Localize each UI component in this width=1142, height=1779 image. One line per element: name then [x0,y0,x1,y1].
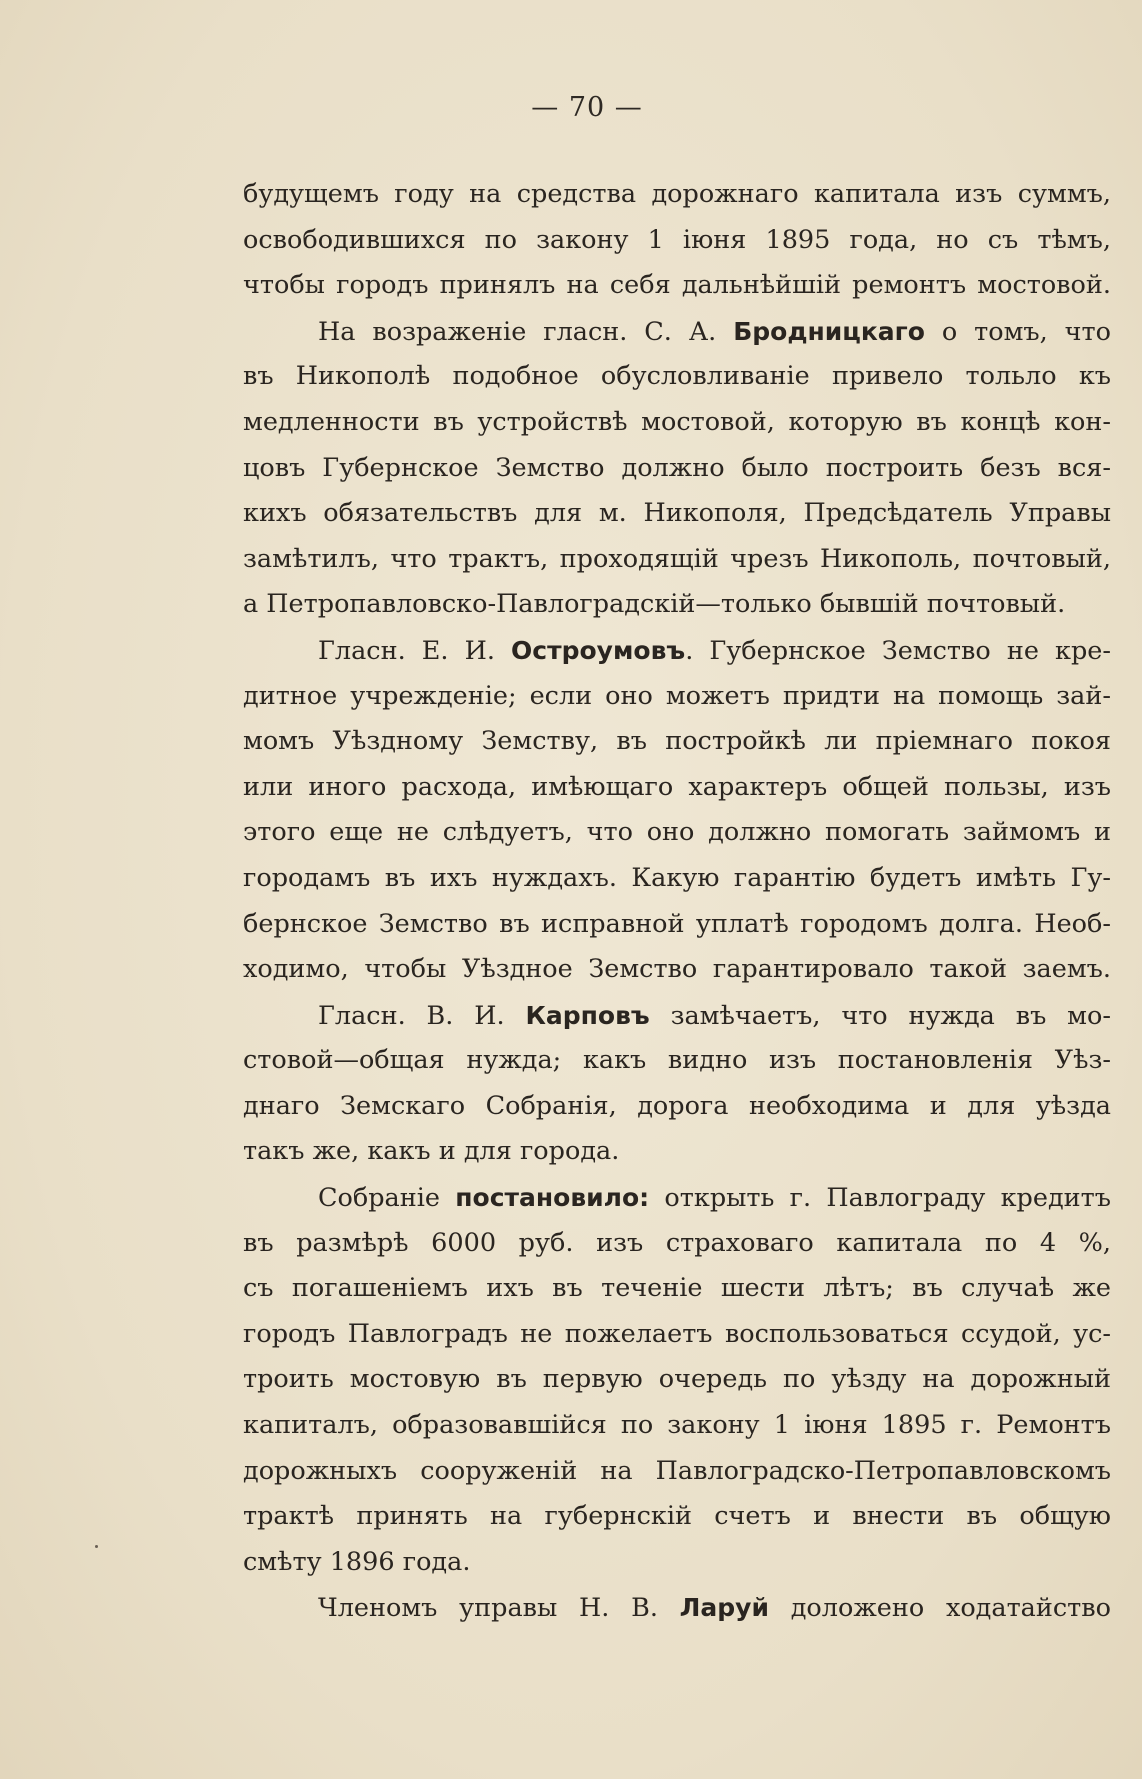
line-text: . Губернское Земство не кре- [685,635,1111,666]
text-line: кихъ обязательствъ для м. Никополя, Предсѣдатель Управы [243,498,1111,529]
text-line: а Петропавловско-Павлоградскій—только бывшій почтовый. [243,589,1066,620]
text-line: ходимо, чтобы Уѣздное Земство гарантировало такой заемъ. [243,954,1111,985]
text-line: въ Никополѣ подобное обусловливаніе привело тольло къ [243,361,1111,392]
text-line: троить мостовую въ первую очередь по уѣзду на дорожный [243,1364,1111,1395]
line-text: о томъ, что [924,316,1111,347]
paragraph-start-line [243,1585,1111,1631]
text-line: замѣтилъ, что трактъ, проходящій чрезъ Никополь, почтовый, [243,543,1111,574]
line-text: Гласн. В. И. [318,1000,526,1031]
text-line: этого еще не слѣдуетъ, что оно должно помогать займомъ и [243,817,1111,848]
line-text: На возраженіе гласн. С. А. [318,316,734,347]
text-line: цовъ Губернское Земство должно было построить безъ вся- [243,452,1111,483]
text-line: съ погашеніемъ ихъ въ теченіе шести лѣтъ; въ случаѣ же [243,1273,1111,1304]
paragraph-start-line [243,1175,1111,1221]
text-line: трактѣ принять на губернскій счетъ и внести въ общую [243,1501,1111,1532]
text-line: медленности въ устройствѣ мостовой, которую въ концѣ кон- [243,406,1111,437]
text-line: чтобы городъ принялъ на себя дальнѣйшій ремонтъ мостовой. [243,270,1111,301]
text-line: смѣту 1896 года. [243,1546,471,1577]
text-line: или иного расхода, имѣющаго характеръ общей пользы, изъ [243,771,1111,802]
speaker-name: Ларуй [679,1593,769,1623]
paragraph-start-line [243,309,1111,355]
line-text: Гласн. Е. И. [318,635,512,666]
line-text: доложено ходатайство [769,1593,1111,1624]
text-line: бернское Земство въ исправной уплатѣ городомъ долга. Необ- [243,908,1111,939]
line-text: открыть г. Павлограду кредитъ [649,1183,1111,1214]
speaker-name: Бродницкаго [733,316,925,346]
text-line: такъ же, какъ и для города. [243,1136,620,1167]
text-line: въ размѣрѣ 6000 руб. изъ страховаго капитала по 4 %, [243,1227,1111,1258]
text-line: дорожныхъ сооруженій на Павлоградско-Петропавловскомъ [243,1455,1111,1486]
speaker-name: Карповъ [525,1000,650,1030]
text-line: днаго Земскаго Собранія, дорога необходима и для уѣзда [243,1090,1111,1121]
paragraph-start-line [243,628,1111,674]
text-line: городамъ въ ихъ нуждахъ. Какую гарантію будетъ имѣть Гу- [243,862,1111,893]
text-line: городъ Павлоградъ не пожелаетъ воспользоваться ссудой, ус- [243,1318,1111,1349]
text-line: стовой—общая нужда; какъ видно изъ постановленія Уѣз- [243,1045,1111,1076]
text-line: капиталъ, образовавшійся по закону 1 іюня 1895 г. Ремонтъ [243,1410,1111,1441]
paper-speck [95,1545,98,1548]
text-line: освободившихся по закону 1 іюня 1895 года, но съ тѣмъ, [243,224,1111,255]
line-text: замѣчаетъ, что нужда въ мо- [649,1000,1111,1031]
text-line: дитное учрежденіе; если оно можетъ придти на помощь зай- [243,680,1111,711]
paragraph-start-line [243,993,1111,1039]
resolution-keyword: постановило: [455,1183,650,1213]
text-line: будущемъ году на средства дорожнаго капитала изъ суммъ, [243,179,1111,209]
speaker-name: Остроумовъ [511,635,686,665]
text-line: момъ Уѣздному Земству, въ постройкѣ ли пріемнаго покоя [243,726,1111,757]
line-text: Членомъ управы Н. В. [318,1593,680,1624]
line-text: Собраніе [318,1183,456,1214]
body-text [243,172,1111,1631]
page-number: — 70 — [531,92,643,123]
